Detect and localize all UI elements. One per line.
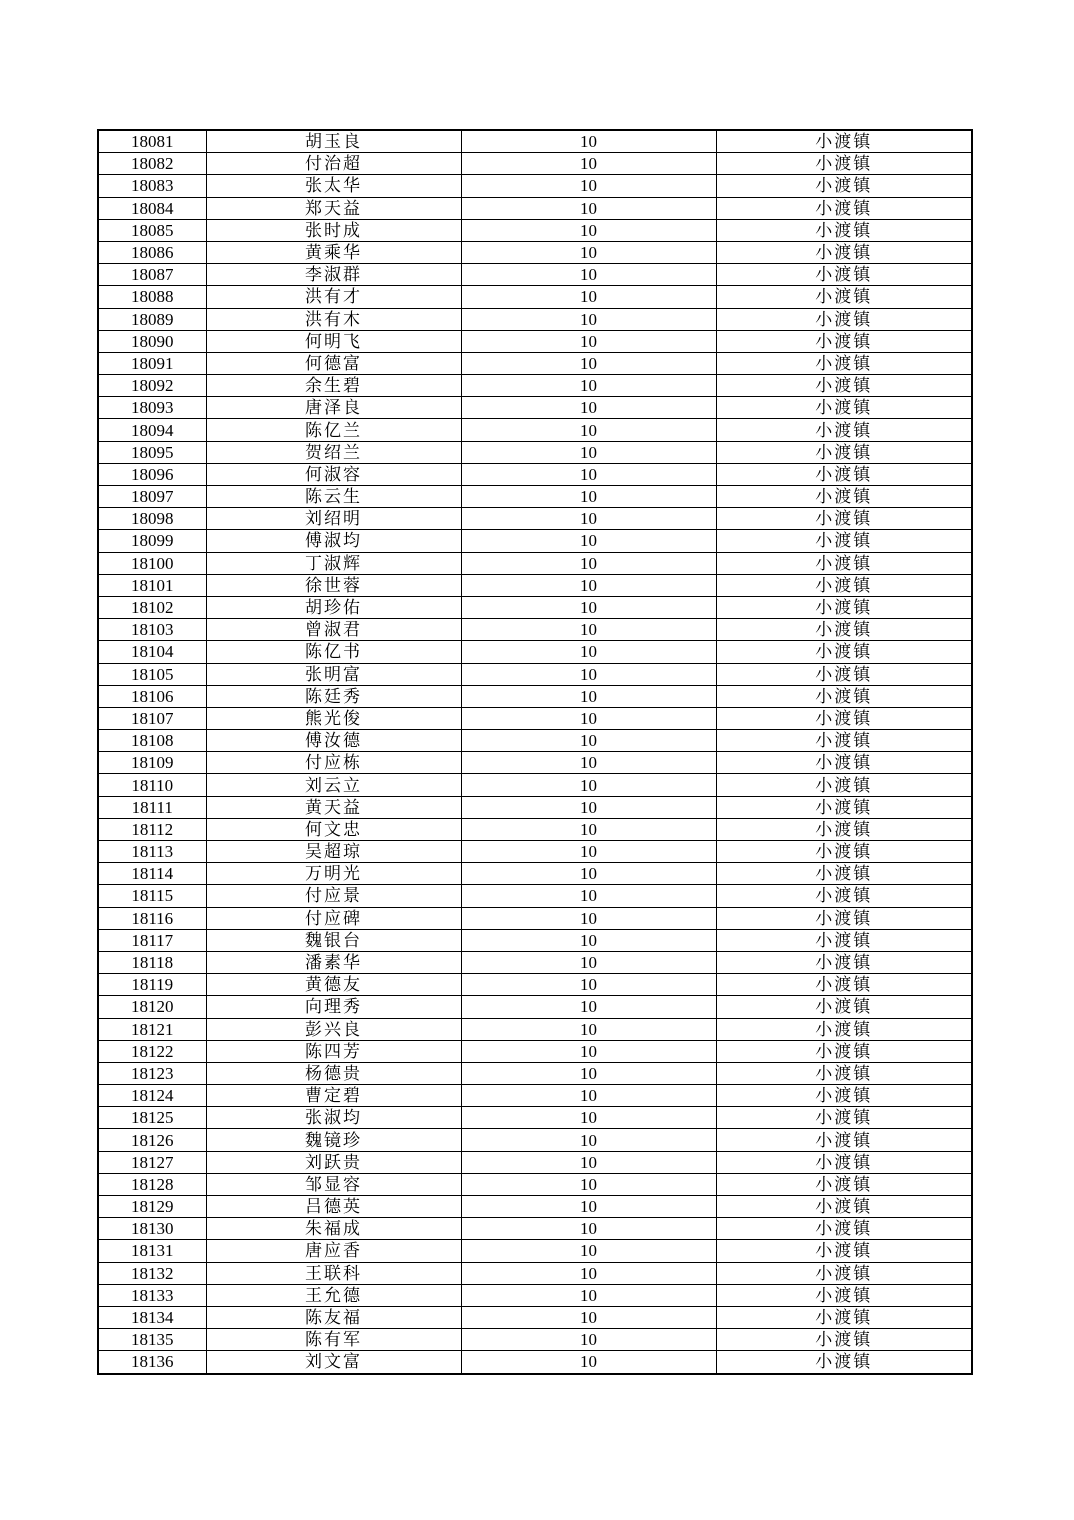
name-cell: 洪有木 xyxy=(206,308,461,330)
amount-cell: 10 xyxy=(461,197,716,219)
name-cell: 胡玉良 xyxy=(206,130,461,153)
town-cell: 小渡镇 xyxy=(716,1062,972,1084)
name-cell: 彭兴良 xyxy=(206,1018,461,1040)
amount-cell: 10 xyxy=(461,1173,716,1195)
amount-cell: 10 xyxy=(461,707,716,729)
id-cell: 18103 xyxy=(98,619,206,641)
town-cell: 小渡镇 xyxy=(716,1018,972,1040)
amount-cell: 10 xyxy=(461,552,716,574)
name-cell: 付应碑 xyxy=(206,907,461,929)
name-cell: 陈四芳 xyxy=(206,1040,461,1062)
town-cell: 小渡镇 xyxy=(716,730,972,752)
amount-cell: 10 xyxy=(461,153,716,175)
table-row xyxy=(98,1306,972,1328)
table-row xyxy=(98,286,972,308)
amount-cell: 10 xyxy=(461,752,716,774)
amount-cell: 10 xyxy=(461,863,716,885)
town-cell: 小渡镇 xyxy=(716,1151,972,1173)
id-cell: 18133 xyxy=(98,1284,206,1306)
town-cell: 小渡镇 xyxy=(716,1351,972,1374)
amount-cell: 10 xyxy=(461,1085,716,1107)
name-cell: 刘跃贵 xyxy=(206,1151,461,1173)
table-row xyxy=(98,175,972,197)
table-row xyxy=(98,818,972,840)
name-cell: 曾淑君 xyxy=(206,619,461,641)
table-row xyxy=(98,219,972,241)
amount-cell: 10 xyxy=(461,308,716,330)
table-row xyxy=(98,752,972,774)
amount-cell: 10 xyxy=(461,774,716,796)
town-cell: 小渡镇 xyxy=(716,241,972,263)
id-cell: 18116 xyxy=(98,907,206,929)
town-cell: 小渡镇 xyxy=(716,1085,972,1107)
amount-cell: 10 xyxy=(461,574,716,596)
town-cell: 小渡镇 xyxy=(716,951,972,973)
id-cell: 18098 xyxy=(98,508,206,530)
name-cell: 傅汝德 xyxy=(206,730,461,752)
amount-cell: 10 xyxy=(461,352,716,374)
amount-cell: 10 xyxy=(461,330,716,352)
table-row xyxy=(98,951,972,973)
id-cell: 18100 xyxy=(98,552,206,574)
id-cell: 18099 xyxy=(98,530,206,552)
amount-cell: 10 xyxy=(461,641,716,663)
name-cell: 李淑群 xyxy=(206,264,461,286)
town-cell: 小渡镇 xyxy=(716,153,972,175)
id-cell: 18121 xyxy=(98,1018,206,1040)
town-cell: 小渡镇 xyxy=(716,1107,972,1129)
amount-cell: 10 xyxy=(461,1107,716,1129)
table-row xyxy=(98,397,972,419)
town-cell: 小渡镇 xyxy=(716,907,972,929)
name-cell: 刘云立 xyxy=(206,774,461,796)
amount-cell: 10 xyxy=(461,996,716,1018)
town-cell: 小渡镇 xyxy=(716,818,972,840)
town-cell: 小渡镇 xyxy=(716,397,972,419)
name-cell: 付治超 xyxy=(206,153,461,175)
amount-cell: 10 xyxy=(461,1040,716,1062)
amount-cell: 10 xyxy=(461,1240,716,1262)
id-cell: 18083 xyxy=(98,175,206,197)
name-cell: 熊光俊 xyxy=(206,707,461,729)
id-cell: 18081 xyxy=(98,130,206,153)
table-row xyxy=(98,1218,972,1240)
table-row xyxy=(98,1062,972,1084)
id-cell: 18087 xyxy=(98,264,206,286)
name-cell: 付应栋 xyxy=(206,752,461,774)
table-row xyxy=(98,996,972,1018)
id-cell: 18118 xyxy=(98,951,206,973)
amount-cell: 10 xyxy=(461,264,716,286)
town-cell: 小渡镇 xyxy=(716,552,972,574)
table-row xyxy=(98,1129,972,1151)
table-row xyxy=(98,663,972,685)
table-row xyxy=(98,730,972,752)
id-cell: 18122 xyxy=(98,1040,206,1062)
table-row xyxy=(98,552,972,574)
town-cell: 小渡镇 xyxy=(716,796,972,818)
amount-cell: 10 xyxy=(461,1329,716,1351)
amount-cell: 10 xyxy=(461,619,716,641)
table-row xyxy=(98,1196,972,1218)
town-cell: 小渡镇 xyxy=(716,685,972,707)
name-cell: 陈亿兰 xyxy=(206,419,461,441)
table-row xyxy=(98,619,972,641)
town-cell: 小渡镇 xyxy=(716,175,972,197)
table-row xyxy=(98,463,972,485)
amount-cell: 10 xyxy=(461,685,716,707)
town-cell: 小渡镇 xyxy=(716,441,972,463)
name-cell: 黄德友 xyxy=(206,974,461,996)
table-row xyxy=(98,264,972,286)
table-row xyxy=(98,1151,972,1173)
town-cell: 小渡镇 xyxy=(716,375,972,397)
amount-cell: 10 xyxy=(461,929,716,951)
id-cell: 18113 xyxy=(98,841,206,863)
id-cell: 18095 xyxy=(98,441,206,463)
town-cell: 小渡镇 xyxy=(716,596,972,618)
town-cell: 小渡镇 xyxy=(716,130,972,153)
amount-cell: 10 xyxy=(461,286,716,308)
name-cell: 贺绍兰 xyxy=(206,441,461,463)
town-cell: 小渡镇 xyxy=(716,330,972,352)
name-cell: 余生碧 xyxy=(206,375,461,397)
name-cell: 王允德 xyxy=(206,1284,461,1306)
amount-cell: 10 xyxy=(461,818,716,840)
table-row xyxy=(98,574,972,596)
id-cell: 18123 xyxy=(98,1062,206,1084)
id-cell: 18119 xyxy=(98,974,206,996)
town-cell: 小渡镇 xyxy=(716,996,972,1018)
town-cell: 小渡镇 xyxy=(716,774,972,796)
table-row xyxy=(98,1018,972,1040)
table-row xyxy=(98,1240,972,1262)
amount-cell: 10 xyxy=(461,175,716,197)
id-cell: 18115 xyxy=(98,885,206,907)
amount-cell: 10 xyxy=(461,463,716,485)
id-cell: 18111 xyxy=(98,796,206,818)
amount-cell: 10 xyxy=(461,486,716,508)
town-cell: 小渡镇 xyxy=(716,841,972,863)
table-row xyxy=(98,419,972,441)
table-row xyxy=(98,863,972,885)
id-cell: 18125 xyxy=(98,1107,206,1129)
amount-cell: 10 xyxy=(461,1129,716,1151)
name-cell: 朱福成 xyxy=(206,1218,461,1240)
town-cell: 小渡镇 xyxy=(716,974,972,996)
table-row xyxy=(98,641,972,663)
amount-cell: 10 xyxy=(461,796,716,818)
town-cell: 小渡镇 xyxy=(716,1196,972,1218)
id-cell: 18135 xyxy=(98,1329,206,1351)
amount-cell: 10 xyxy=(461,530,716,552)
amount-cell: 10 xyxy=(461,841,716,863)
id-cell: 18134 xyxy=(98,1306,206,1328)
name-cell: 洪有才 xyxy=(206,286,461,308)
id-cell: 18129 xyxy=(98,1196,206,1218)
town-cell: 小渡镇 xyxy=(716,1262,972,1284)
name-cell: 何文忠 xyxy=(206,818,461,840)
id-cell: 18097 xyxy=(98,486,206,508)
table-row xyxy=(98,508,972,530)
town-cell: 小渡镇 xyxy=(716,574,972,596)
id-cell: 18136 xyxy=(98,1351,206,1374)
id-cell: 18102 xyxy=(98,596,206,618)
amount-cell: 10 xyxy=(461,397,716,419)
roster-table xyxy=(97,129,973,1375)
id-cell: 18086 xyxy=(98,241,206,263)
id-cell: 18096 xyxy=(98,463,206,485)
id-cell: 18084 xyxy=(98,197,206,219)
id-cell: 18131 xyxy=(98,1240,206,1262)
table-row xyxy=(98,352,972,374)
town-cell: 小渡镇 xyxy=(716,219,972,241)
name-cell: 曹定碧 xyxy=(206,1085,461,1107)
town-cell: 小渡镇 xyxy=(716,641,972,663)
name-cell: 胡珍佑 xyxy=(206,596,461,618)
table-row xyxy=(98,1085,972,1107)
town-cell: 小渡镇 xyxy=(716,308,972,330)
table-row xyxy=(98,907,972,929)
table-row xyxy=(98,375,972,397)
town-cell: 小渡镇 xyxy=(716,1240,972,1262)
id-cell: 18108 xyxy=(98,730,206,752)
table-row xyxy=(98,308,972,330)
name-cell: 杨德贵 xyxy=(206,1062,461,1084)
name-cell: 陈云生 xyxy=(206,486,461,508)
name-cell: 陈有军 xyxy=(206,1329,461,1351)
amount-cell: 10 xyxy=(461,441,716,463)
name-cell: 何淑容 xyxy=(206,463,461,485)
name-cell: 唐应香 xyxy=(206,1240,461,1262)
table-row xyxy=(98,707,972,729)
id-cell: 18090 xyxy=(98,330,206,352)
table-row xyxy=(98,530,972,552)
table-row xyxy=(98,974,972,996)
town-cell: 小渡镇 xyxy=(716,1129,972,1151)
town-cell: 小渡镇 xyxy=(716,486,972,508)
name-cell: 黄天益 xyxy=(206,796,461,818)
name-cell: 张明富 xyxy=(206,663,461,685)
id-cell: 18109 xyxy=(98,752,206,774)
town-cell: 小渡镇 xyxy=(716,508,972,530)
id-cell: 18117 xyxy=(98,929,206,951)
id-cell: 18114 xyxy=(98,863,206,885)
town-cell: 小渡镇 xyxy=(716,1329,972,1351)
amount-cell: 10 xyxy=(461,730,716,752)
name-cell: 邹显容 xyxy=(206,1173,461,1195)
name-cell: 向理秀 xyxy=(206,996,461,1018)
name-cell: 何德富 xyxy=(206,352,461,374)
name-cell: 郑天益 xyxy=(206,197,461,219)
town-cell: 小渡镇 xyxy=(716,352,972,374)
id-cell: 18101 xyxy=(98,574,206,596)
roster-body xyxy=(98,130,972,1374)
table-row xyxy=(98,929,972,951)
table-row xyxy=(98,596,972,618)
id-cell: 18112 xyxy=(98,818,206,840)
id-cell: 18126 xyxy=(98,1129,206,1151)
town-cell: 小渡镇 xyxy=(716,929,972,951)
amount-cell: 10 xyxy=(461,130,716,153)
table-row xyxy=(98,241,972,263)
id-cell: 18124 xyxy=(98,1085,206,1107)
name-cell: 魏银台 xyxy=(206,929,461,951)
id-cell: 18132 xyxy=(98,1262,206,1284)
amount-cell: 10 xyxy=(461,241,716,263)
town-cell: 小渡镇 xyxy=(716,1306,972,1328)
town-cell: 小渡镇 xyxy=(716,663,972,685)
amount-cell: 10 xyxy=(461,375,716,397)
town-cell: 小渡镇 xyxy=(716,1040,972,1062)
town-cell: 小渡镇 xyxy=(716,197,972,219)
town-cell: 小渡镇 xyxy=(716,1218,972,1240)
name-cell: 黄乘华 xyxy=(206,241,461,263)
name-cell: 吴超琼 xyxy=(206,841,461,863)
town-cell: 小渡镇 xyxy=(716,619,972,641)
amount-cell: 10 xyxy=(461,1062,716,1084)
town-cell: 小渡镇 xyxy=(716,752,972,774)
amount-cell: 10 xyxy=(461,1306,716,1328)
table-row xyxy=(98,796,972,818)
name-cell: 万明光 xyxy=(206,863,461,885)
table-row xyxy=(98,441,972,463)
id-cell: 18092 xyxy=(98,375,206,397)
name-cell: 何明飞 xyxy=(206,330,461,352)
id-cell: 18085 xyxy=(98,219,206,241)
town-cell: 小渡镇 xyxy=(716,707,972,729)
amount-cell: 10 xyxy=(461,419,716,441)
name-cell: 张时成 xyxy=(206,219,461,241)
table-row xyxy=(98,1284,972,1306)
table-row xyxy=(98,1262,972,1284)
amount-cell: 10 xyxy=(461,663,716,685)
id-cell: 18093 xyxy=(98,397,206,419)
name-cell: 陈廷秀 xyxy=(206,685,461,707)
id-cell: 18105 xyxy=(98,663,206,685)
amount-cell: 10 xyxy=(461,508,716,530)
name-cell: 陈友福 xyxy=(206,1306,461,1328)
id-cell: 18106 xyxy=(98,685,206,707)
id-cell: 18082 xyxy=(98,153,206,175)
table-row xyxy=(98,774,972,796)
name-cell: 刘文富 xyxy=(206,1351,461,1374)
name-cell: 丁淑辉 xyxy=(206,552,461,574)
table-row xyxy=(98,486,972,508)
town-cell: 小渡镇 xyxy=(716,885,972,907)
table-row xyxy=(98,841,972,863)
amount-cell: 10 xyxy=(461,1218,716,1240)
name-cell: 张太华 xyxy=(206,175,461,197)
amount-cell: 10 xyxy=(461,596,716,618)
town-cell: 小渡镇 xyxy=(716,863,972,885)
id-cell: 18089 xyxy=(98,308,206,330)
amount-cell: 10 xyxy=(461,1351,716,1374)
town-cell: 小渡镇 xyxy=(716,1173,972,1195)
amount-cell: 10 xyxy=(461,219,716,241)
town-cell: 小渡镇 xyxy=(716,530,972,552)
town-cell: 小渡镇 xyxy=(716,1284,972,1306)
id-cell: 18120 xyxy=(98,996,206,1018)
amount-cell: 10 xyxy=(461,885,716,907)
id-cell: 18107 xyxy=(98,707,206,729)
amount-cell: 10 xyxy=(461,1018,716,1040)
table-row xyxy=(98,1173,972,1195)
amount-cell: 10 xyxy=(461,907,716,929)
name-cell: 魏镜珍 xyxy=(206,1129,461,1151)
name-cell: 陈亿书 xyxy=(206,641,461,663)
name-cell: 吕德英 xyxy=(206,1196,461,1218)
town-cell: 小渡镇 xyxy=(716,286,972,308)
name-cell: 徐世蓉 xyxy=(206,574,461,596)
town-cell: 小渡镇 xyxy=(716,419,972,441)
id-cell: 18088 xyxy=(98,286,206,308)
amount-cell: 10 xyxy=(461,951,716,973)
name-cell: 王联科 xyxy=(206,1262,461,1284)
amount-cell: 10 xyxy=(461,1262,716,1284)
town-cell: 小渡镇 xyxy=(716,264,972,286)
table-row xyxy=(98,885,972,907)
id-cell: 18127 xyxy=(98,1151,206,1173)
amount-cell: 10 xyxy=(461,1151,716,1173)
table-row xyxy=(98,1040,972,1062)
table-row xyxy=(98,685,972,707)
town-cell: 小渡镇 xyxy=(716,463,972,485)
table-row xyxy=(98,130,972,153)
amount-cell: 10 xyxy=(461,1284,716,1306)
name-cell: 张淑均 xyxy=(206,1107,461,1129)
id-cell: 18094 xyxy=(98,419,206,441)
name-cell: 唐泽良 xyxy=(206,397,461,419)
name-cell: 潘素华 xyxy=(206,951,461,973)
id-cell: 18104 xyxy=(98,641,206,663)
table-row xyxy=(98,197,972,219)
table-row xyxy=(98,1107,972,1129)
table-row xyxy=(98,330,972,352)
table-row xyxy=(98,1329,972,1351)
id-cell: 18091 xyxy=(98,352,206,374)
name-cell: 傅淑均 xyxy=(206,530,461,552)
table-row xyxy=(98,153,972,175)
id-cell: 18110 xyxy=(98,774,206,796)
table-row xyxy=(98,1351,972,1374)
amount-cell: 10 xyxy=(461,1196,716,1218)
name-cell: 刘绍明 xyxy=(206,508,461,530)
name-cell: 付应景 xyxy=(206,885,461,907)
id-cell: 18128 xyxy=(98,1173,206,1195)
amount-cell: 10 xyxy=(461,974,716,996)
id-cell: 18130 xyxy=(98,1218,206,1240)
